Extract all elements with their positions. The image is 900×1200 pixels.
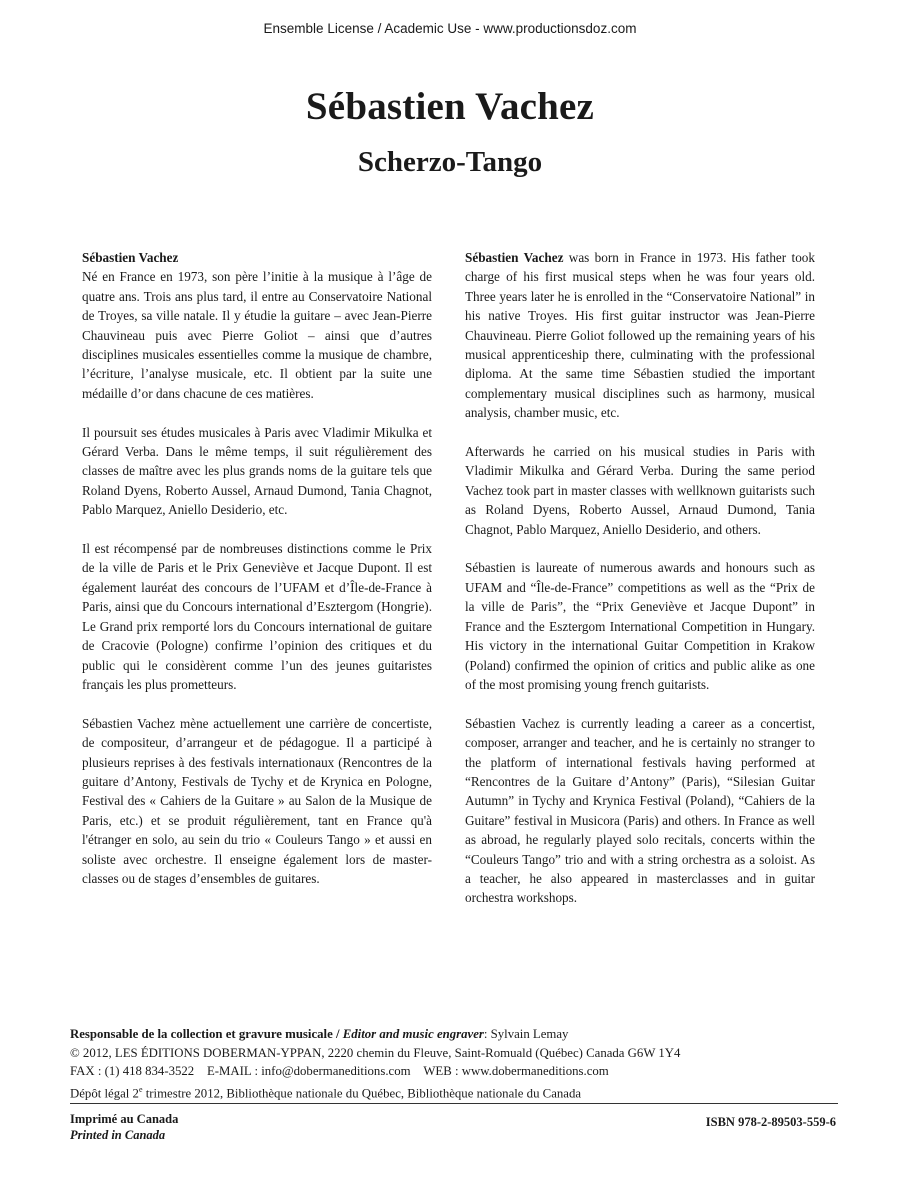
- editor-name: : Sylvain Lemay: [483, 1027, 569, 1041]
- contact-line: [70, 1062, 840, 1081]
- email: E-MAIL : info@dobermaneditions.com: [206, 1064, 411, 1078]
- biography-french-heading: Sébastien Vachez: [82, 250, 179, 265]
- footer-divider: [70, 1103, 838, 1104]
- website: WEB : www.dobermaneditions.com: [423, 1064, 609, 1078]
- composer-name: Sébastien Vachez: [305, 85, 595, 128]
- biography-english-name: Sébastien Vachez: [465, 250, 564, 265]
- editor-label-fr: Responsable de la collection et gravure musicale /: [70, 1027, 343, 1041]
- isbn: ISBN 978-2-89503-559-6: [705, 1115, 836, 1129]
- biography-english-paragraph: Sébastien is laureate of numerous awards and honours such as UFAM and “Île-de-France” competitions as well as the “Prix de la ville de Paris”, the “Prix Geneviève et Jacque Dupont” in France and the Esztergom International Competition in Hungary. His victory in the international Guitar Competition in Krakow (Poland) confirmed the opinion of critics and public alike as one of the most promising young french guitarists.: [465, 560, 815, 692]
- biography-french-paragraph: Il est récompensé par de nombreuses distinctions comme le Prix de la ville de Paris et le Prix Geneviève et Jacque Dupont. Il est également lauréat des concours de l’UFAM et d’Île-de-France à Paris, ainsi que du Concours international d’Esztergom (Hongrie). Le Grand prix remporté lors du Concours international de guitare de Cracovie (Pologne) confirme l’opinion des critiques et du public qui le considèrent comme l’un des jeunes guitaristes français les plus prometteurs.: [82, 541, 432, 692]
- license-notice: Ensemble License / Academic Use - www.productionsdoz.com: [263, 21, 637, 36]
- biography-english-paragraph: Sébastien Vachez is currently leading a career as a concertist, composer, arranger and teacher, and he is certainly no stranger to the platform of international festivals having performed at “Rencontres de la Guitare d’Antony” (Paris), “Silesian Guitar Autumn” in Tychy and Krynica Festival (Poland), “Cahiers de la Guitare” festival in Musicora (Paris) and others. In France as well as abroad, he regularly played solo recitals, concerts within the “Couleurs Tango” trio and with a string orchestra as a soloist. As a teacher, he also appeared in masterclasses and in guitar orchestra workshops.: [465, 715, 815, 906]
- fax: FAX : (1) 418 834-3522: [70, 1064, 195, 1078]
- publisher-credits: [70, 1025, 840, 1102]
- legal-deposit-line: [70, 1081, 840, 1103]
- biography-english-paragraph: Afterwards he carried on his musical studies in Paris with Vladimir Mikulka and Gérard Verba. During the same period Vachez took part in master classes with wellknown guitarists such as Roland Dyens, Roberto Aussel, Arnaud Dumond, Tania Chagnot, Pablo Marquez, Aniello Desiderio, and others.: [465, 444, 815, 537]
- biography-french-paragraph: Né en France en 1973, son père l’initie à la musique à l’âge de quatre ans. Trois ans plus tard, il entre au Conservatoire National de Troyes, sa ville natale. Il y étudie la guitare – avec Jean-Pierre Chauvineau puis avec Pierre Goliot – ainsi que d’autres disciplines musicales essentielles comme la musique de chambre, l’écriture, l’analyse musicale, etc. Il obtient par la suite une médaille d’or dans chacune de ces matières.: [82, 269, 432, 401]
- biography-english-text: was born in France in 1973. His father took charge of his first musical steps when he was four years old. Three years later he is enrolled in the “Conservatoire National” in his native Troyes. His first guitar instructor was Jean-Pierre Chauvineau. Pierre Goliot followed up the remaining years of his musical apprenticeship there, culminating with the professional diploma. At the same time Sébastien studied the important complementary musical disciplines such as harmony, musical analysis, chamber music, etc.: [465, 250, 815, 421]
- biography-english: [465, 248, 815, 927]
- printed-in-english: Printed in Canada: [70, 1128, 166, 1142]
- printed-in-french: Imprimé au Canada: [70, 1112, 179, 1126]
- biography-english-paragraph: [465, 248, 815, 423]
- biography-french: [82, 248, 432, 908]
- printed-in: [70, 1111, 178, 1143]
- legal-deposit-start: Dépôt légal 2: [70, 1085, 139, 1100]
- work-title: Scherzo-Tango: [357, 146, 543, 178]
- editor-label-en: Editor and music engraver: [342, 1027, 484, 1041]
- legal-deposit-end: trimestre 2012, Bibliothèque nationale du Québec, Bibliothèque nationale du Canada: [142, 1085, 582, 1100]
- legal-deposit-superscript: e: [138, 1084, 143, 1094]
- biography-french-paragraph: Il poursuit ses études musicales à Paris avec Vladimir Mikulka et Gérard Verba. Dans le même temps, il suit régulièrement des classes de maître avec les plus grands noms de la guitare tels que Roland Dyens, Roberto Aussel, Arnaud Dumond, Tania Chagnot, Pablo Marquez, Aniello Desiderio, etc.: [82, 424, 432, 518]
- copyright-line: © 2012, LES ÉDITIONS DOBERMAN-YPPAN, 2220 chemin du Fleuve, Saint-Romuald (Québec) Canada G6W 1Y4: [70, 1045, 681, 1060]
- biography-french-paragraph: Sébastien Vachez mène actuellement une carrière de concertiste, de compositeur, d’arrangeur et de pédagogue. Il a participé à plusieurs reprises à des festivals internationaux (Rencontres de la guitare d’Antony, Festivals de Tychy et de Krynica en Pologne, Festival des « Cahiers de la Guitare » au Salon de la Musique de Paris, etc.) et se produit régulièrement, tant en France qu'à l'étranger en solo, au sein du trio « Couleurs Tango » et aussi en soliste avec orchestre. Il enseigne également lors de master-classes ou de stages d’ensembles de guitares.: [82, 715, 432, 886]
- editor-line: [70, 1025, 840, 1044]
